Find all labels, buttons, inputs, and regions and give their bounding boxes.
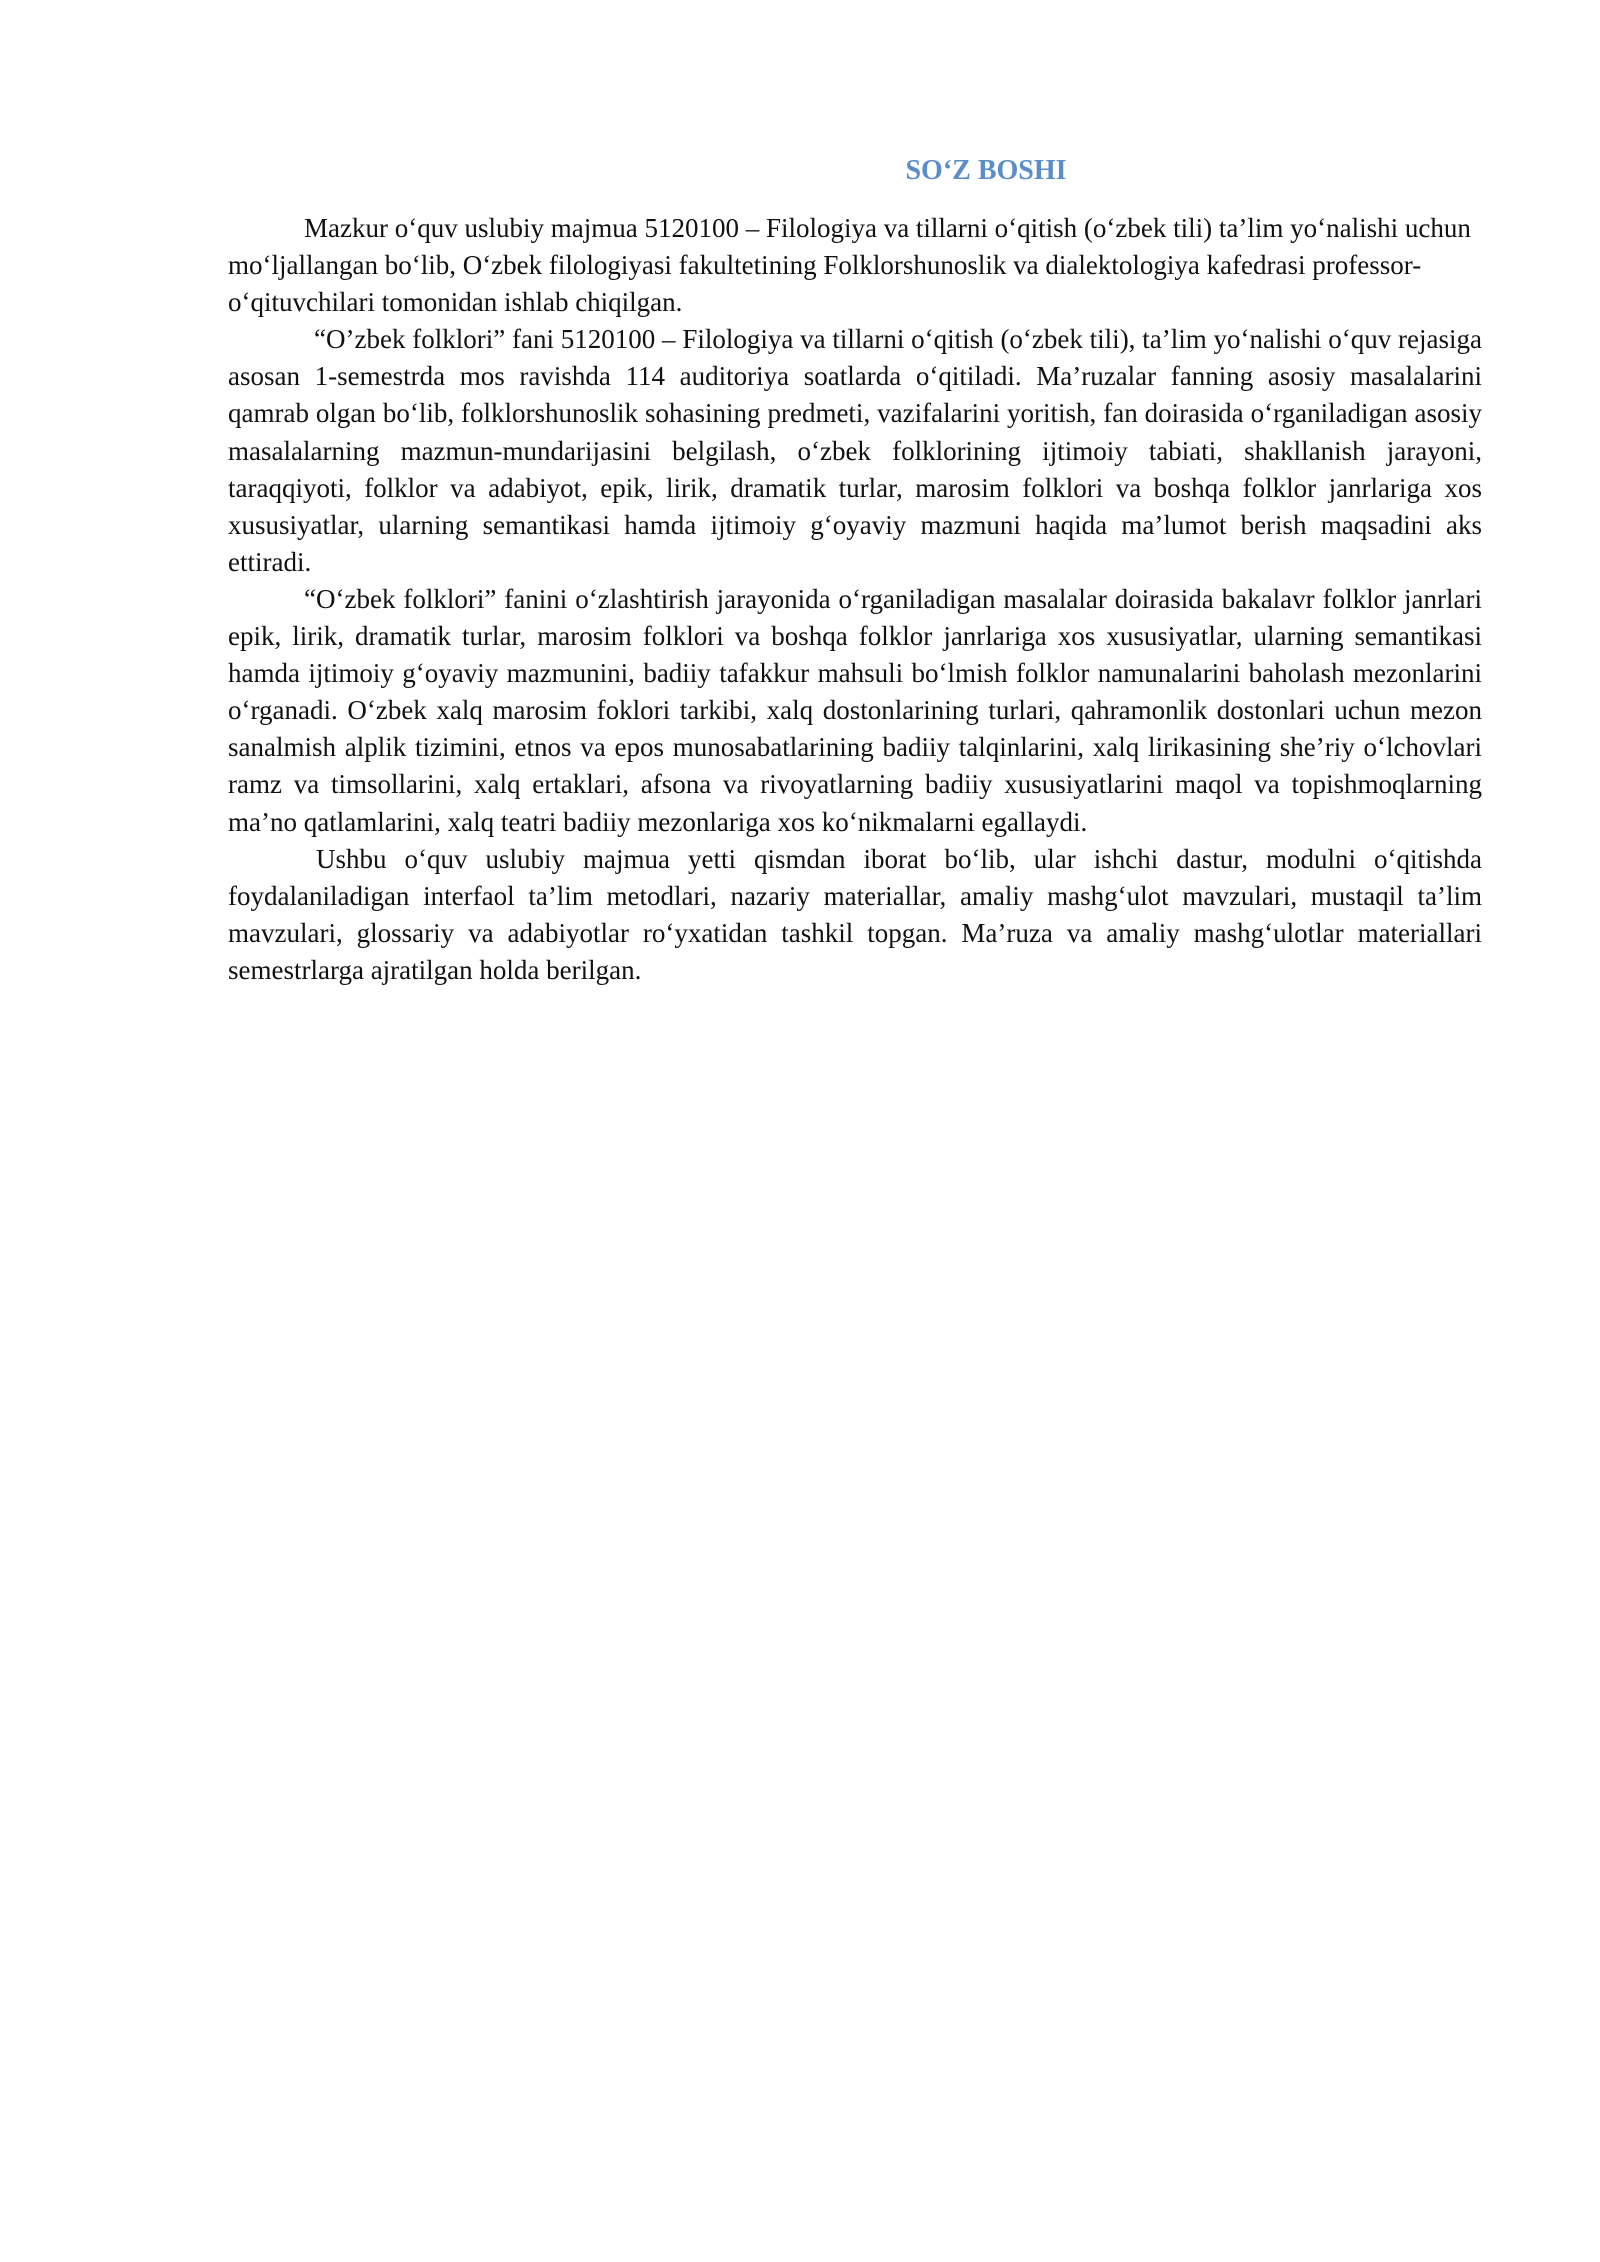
page-content [228, 148, 1482, 989]
paragraph-structure: Ushbu o‘quv uslubiy majmua yetti qismdan iborat bo‘lib, ular ishchi dastur, modulni o‘qitishda foydalaniladigan interfaol ta’lim metodlari, nazariy materiallar, amaliy mashg‘ulot mavzulari, mustaqil ta’lim mavzulari, glossariy va adabiyotlar ro‘yxatidan tashkil topgan. Ma’ruza va amaliy mashg‘ulotlar materiallari semestrlarga ajratilgan holda berilgan. [228, 843, 1482, 985]
paragraph-intro: Mazkur o‘quv uslubiy majmua 5120100 – Filologiya va tillarni o‘qitish (o‘zbek tili) ta’lim yo‘nalishi uchun mo‘ljallangan bo‘lib, O‘zbek filologiyasi fakultetining Folklorshunoslik va dialektologiya kafedrasi professor-o‘qituvchilari tomonidan ishlab chiqilgan. [228, 213, 1471, 318]
page-title: SO‘Z BOSHI [905, 155, 1067, 186]
paragraph-learning-outcomes: “O‘zbek folklori” fanini o‘zlashtirish jarayonida o‘rganiladigan masalalar doirasida bakalavr folklor janrlari epik, lirik, dramatik turlar, marosim folklori va boshqa folklor janrlariga xos xususiyatlar, ularning semantikasi hamda ijtimoiy g‘oyaviy mazmunini, badiiy tafakkur mahsuli bo‘lmish folklor namunalarini baholash mezonlarini o‘rganadi. O‘zbek xalq marosim foklori tarkibi, xalq dostonlarining turlari, qahramonlik dostonlari uchun mezon sanalmish alplik tizimini, etnos va epos munosabatlarining badiiy talqinlarini, xalq lirikasining she’riy o‘lchovlari ramz va timsollarini, xalq ertaklari, afsona va rivoyatlarning badiiy xususiyatlarini maqol va topishmoqlarning ma’no qatlamlarini, xalq teatri badiiy mezonlariga xos ko‘nikmalarni egallaydi. [228, 583, 1482, 837]
paragraph-course-overview: “O’zbek folklori” fani 5120100 – Filologiya va tillarni o‘qitish (o‘zbek tili), ta’lim yo‘nalishi o‘quv rejasiga asosan 1-semestrda mos ravishda 114 auditoriya soatlarda o‘qitiladi. Ma’ruzalar fanning asosiy masalalarini qamrab olgan bo‘lib, folklorshunoslik sohasining predmeti, vazifalarini yoritish, fan doirasida o‘rganiladigan asosiy masalalarning mazmun-mundarijasini belgilash, o‘zbek folklorining ijtimoiy tabiati, shakllanish jarayoni, taraqqiyoti, folklor va adabiyot, epik, lirik, dramatik turlar, marosim folklori va boshqa folklor janrlariga xos xususiyatlar, ularning semantikasi hamda ijtimoiy g‘oyaviy mazmuni haqida ma’lumot berish maqsadini aks ettiradi. [228, 324, 1482, 577]
